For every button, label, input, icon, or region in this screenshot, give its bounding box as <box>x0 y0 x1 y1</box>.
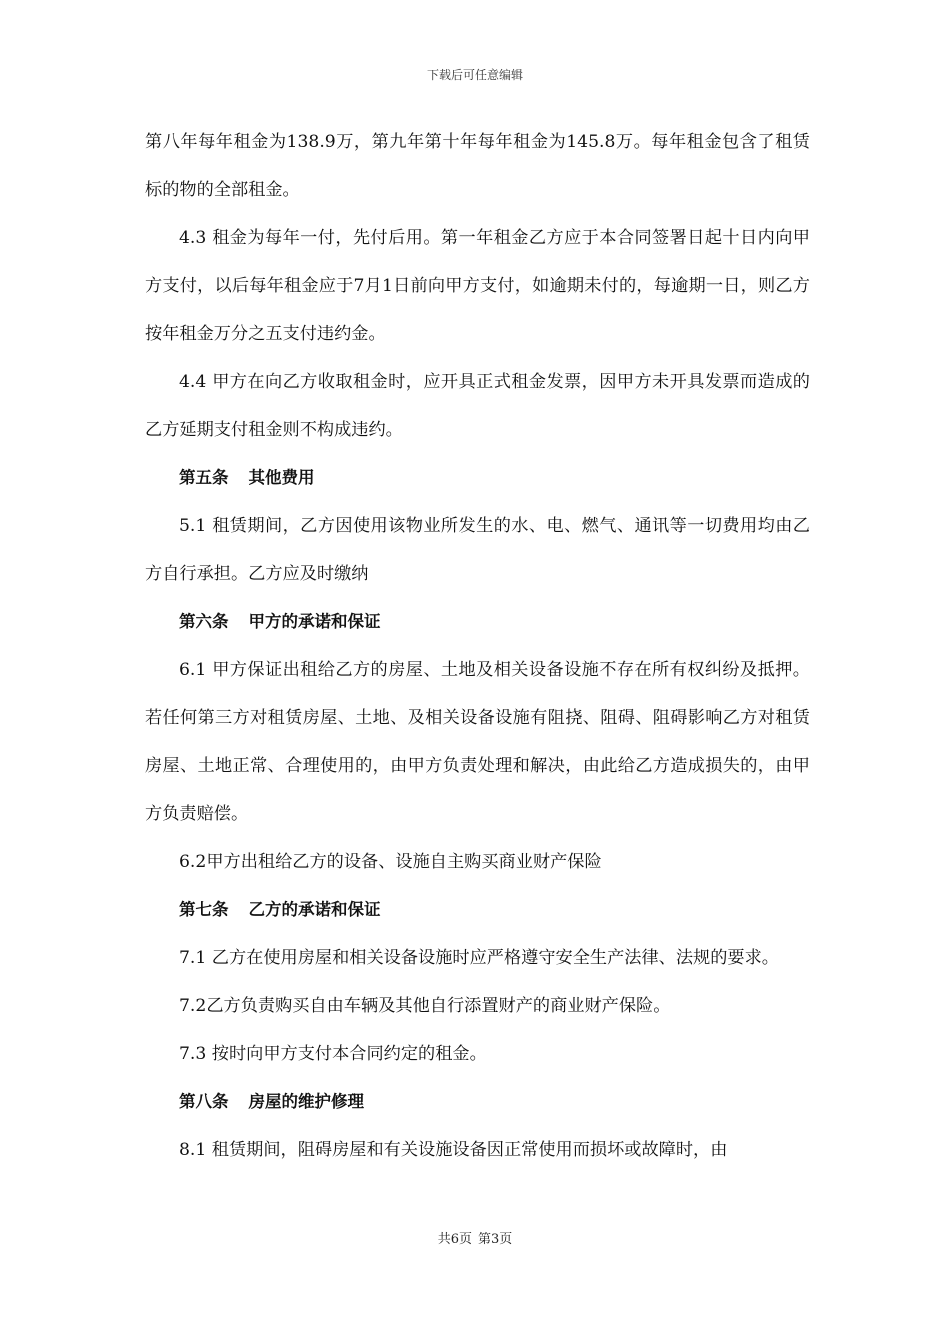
article-number: 第七条 <box>179 900 229 919</box>
article-number: 第八条 <box>179 1092 229 1111</box>
clause-7-2: 7.2乙方负责购买自由车辆及其他自行添置财产的商业财产保险。 <box>179 996 671 1016</box>
paragraph-rent-amounts: 第八年每年租金为138.9万，第九年第十年每年租金为145.8万。每年租金包含了租赁标的物的全部租金。 <box>145 132 810 200</box>
article-title: 其他费用 <box>248 468 315 487</box>
clause-7-3: 7.3 按时向甲方支付本合同约定的租金。 <box>179 1044 487 1064</box>
article-8-heading <box>145 1078 810 1126</box>
article-title: 甲方的承诺和保证 <box>248 612 381 631</box>
document-body <box>145 118 810 1174</box>
clause-4-3: 4.3 租金为每年一付，先付后用。第一年租金乙方应于本合同签署日起十日内向甲方支付，以后每年租金应于7月1日前向甲方支付，如逾期未付的，每逾期一日，则乙方按年租金万分之五支付违约金。 <box>145 228 810 344</box>
article-5-heading <box>145 454 810 502</box>
clause-7-1: 7.1 乙方在使用房屋和相关设备设施时应严格遵守安全生产法律、法规的要求。 <box>179 948 779 968</box>
clause-6-2: 6.2甲方出租给乙方的设备、设施自主购买商业财产保险 <box>179 852 602 872</box>
page-total: 共6页 <box>437 1232 472 1247</box>
article-7-heading <box>145 886 810 934</box>
article-title: 房屋的维护修理 <box>248 1092 364 1111</box>
clause-4-4: 4.4 甲方在向乙方收取租金时，应开具正式租金发票，因甲方未开具发票而造成的乙方延期支付租金则不构成违约。 <box>145 372 810 440</box>
clause-6-1: 6.1 甲方保证出租给乙方的房屋、土地及相关设备设施不存在所有权纠纷及抵押。若任何第三方对租赁房屋、土地、及相关设备设施有阻挠、阻碍、阻碍影响乙方对租赁房屋、土地正常、合理使用的，由甲方负责处理和解决，由此给乙方造成损失的，由甲方负责赔偿。 <box>145 660 810 824</box>
article-title: 乙方的承诺和保证 <box>248 900 381 919</box>
page-header: 下载后可任意编辑 <box>426 68 523 82</box>
page-footer <box>0 1228 950 1247</box>
article-6-heading <box>145 598 810 646</box>
clause-5-1: 5.1 租赁期间，乙方因使用该物业所发生的水、电、燃气、通讯等一切费用均由乙方自行承担。乙方应及时缴纳 <box>145 516 810 584</box>
article-number: 第五条 <box>179 468 229 487</box>
clause-8-1: 8.1 租赁期间，阻碍房屋和有关设施设备因正常使用而损坏或故障时，由 <box>179 1140 728 1160</box>
article-number: 第六条 <box>179 612 229 631</box>
page-current: 第3页 <box>478 1232 513 1247</box>
